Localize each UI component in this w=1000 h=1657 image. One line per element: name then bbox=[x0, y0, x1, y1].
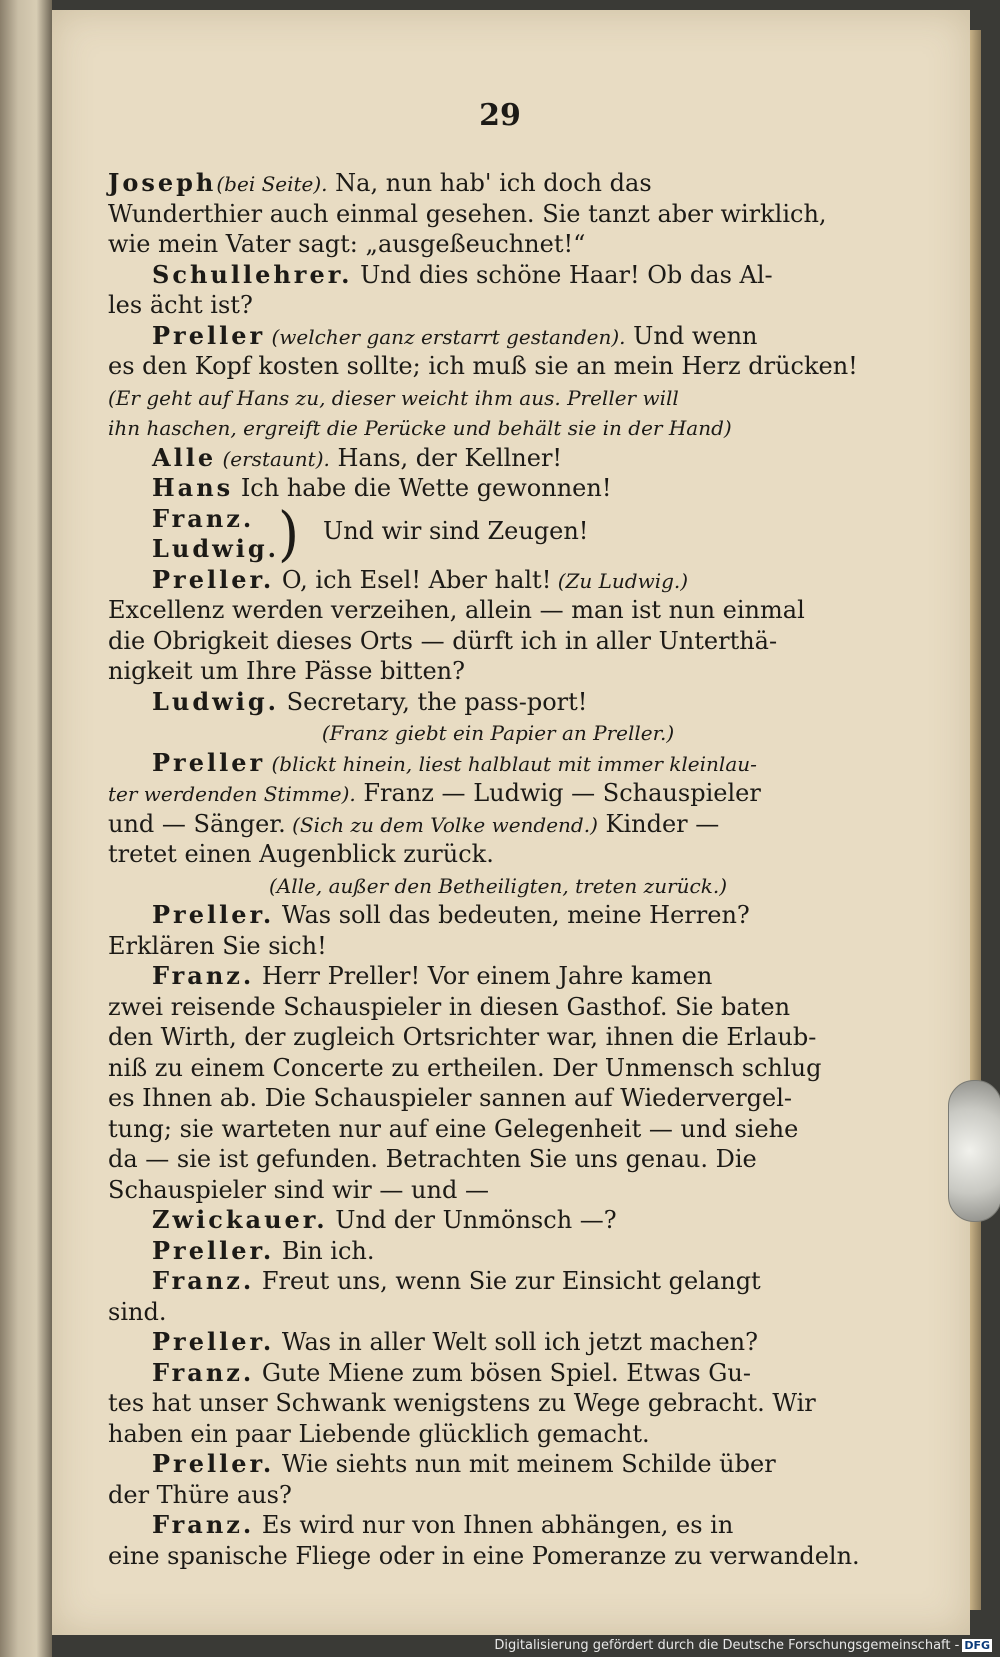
speaker-name: Preller. bbox=[152, 1235, 275, 1265]
text-line bbox=[108, 717, 888, 748]
bracket-line-text: Und wir sind Zeugen! bbox=[323, 516, 589, 545]
dialogue-text: nigkeit um Ihre Pässe bitten? bbox=[108, 657, 465, 685]
stage-direction: (Franz giebt ein Papier an Preller.) bbox=[321, 721, 675, 745]
speaker-name: Franz. bbox=[152, 1357, 255, 1387]
text-line bbox=[108, 778, 888, 809]
text-line bbox=[108, 748, 888, 779]
stage-direction: (bei Seite). bbox=[216, 172, 328, 196]
dialogue-text: Was in aller Welt soll ich jetzt machen? bbox=[274, 1328, 758, 1356]
text-line bbox=[108, 260, 888, 291]
text-line bbox=[108, 443, 888, 474]
text-line bbox=[108, 1114, 888, 1145]
dialogue-text: Herr Preller! Vor einem Jahre kamen bbox=[254, 962, 713, 990]
text-line bbox=[108, 168, 888, 199]
stage-direction: ter werdenden Stimme). bbox=[108, 782, 356, 806]
speaker-name: Franz. bbox=[152, 961, 255, 990]
dialogue-text: Und dies schöne Haar! Ob das Al- bbox=[352, 260, 773, 289]
dialogue-text: Hans, der Kellner! bbox=[329, 443, 563, 472]
dialogue-text: les ächt ist? bbox=[108, 291, 253, 319]
text-line bbox=[108, 229, 888, 260]
dialogue-text: tes hat unser Schwank wenigstens zu Wege gebracht. Wir bbox=[108, 1389, 816, 1417]
speaker-name: Franz. bbox=[152, 1266, 255, 1295]
dialogue-text: Excellenz werden verzeihen, allein — man ist nun einmal bbox=[108, 596, 805, 624]
dialogue-text: die Obrigkeit dieses Orts — dürft ich in aller Unterthä- bbox=[108, 626, 778, 655]
text-line bbox=[108, 1510, 888, 1541]
text-line bbox=[108, 1205, 888, 1236]
stage-direction: (Alle, außer den Betheiligten, treten zurück.) bbox=[268, 873, 728, 898]
dialogue-text: da — sie ist gefunden. Betrachten Sie uns genau. Die bbox=[108, 1145, 757, 1173]
bracket-speakers bbox=[108, 498, 888, 568]
text-line bbox=[108, 1480, 888, 1511]
speaker-name: Franz. bbox=[152, 503, 255, 533]
page-text bbox=[108, 168, 888, 1571]
speaker-name: Schullehrer. bbox=[152, 259, 353, 289]
dialogue-text: tretet einen Augenblick zurück. bbox=[108, 840, 494, 868]
dialogue-text: Gute Miene zum bösen Spiel. Etwas Gu- bbox=[254, 1358, 751, 1387]
dfg-logo: DFG bbox=[964, 1639, 990, 1652]
bracket-names bbox=[152, 504, 279, 565]
text-line bbox=[108, 1327, 888, 1358]
dialogue-text: Was soll das bedeuten, meine Herren? bbox=[274, 901, 750, 929]
left-page-edge bbox=[0, 0, 52, 1657]
text-line bbox=[108, 1419, 888, 1450]
page-clip bbox=[948, 1080, 1000, 1222]
text-line bbox=[108, 1388, 888, 1419]
text-line bbox=[108, 290, 888, 321]
text-line bbox=[108, 809, 888, 840]
speaker-name: Joseph bbox=[108, 168, 217, 197]
text-line bbox=[108, 687, 888, 718]
speaker-name: Hans bbox=[152, 473, 234, 502]
text-line bbox=[108, 351, 888, 382]
speaker-name: Preller. bbox=[152, 900, 275, 929]
stage-direction: (blickt hinein, liest halblaut mit immer kleinlau- bbox=[265, 751, 757, 776]
text-line bbox=[108, 1541, 888, 1572]
speaker-name: Franz. bbox=[152, 1510, 255, 1539]
dialogue-text: Wunderthier auch einmal gesehen. Sie tanzt aber wirklich, bbox=[108, 199, 827, 228]
dialogue-text: eine spanische Fliege oder in eine Pomeranze zu verwandeln. bbox=[108, 1541, 860, 1570]
text-line bbox=[108, 1358, 888, 1389]
footer-text: Digitalisierung gefördert durch die Deutsche Forschungsgemeinschaft - bbox=[494, 1638, 960, 1653]
dialogue-text: O, ich Esel! Aber halt! bbox=[274, 565, 552, 594]
speaker-name: Preller. bbox=[152, 564, 275, 594]
dialogue-text: Es wird nur von Ihnen abhängen, es in bbox=[254, 1511, 734, 1539]
speaker-name: Preller bbox=[152, 747, 266, 777]
speaker-name: Preller bbox=[152, 320, 266, 350]
page-number: 29 bbox=[479, 98, 521, 133]
text-line bbox=[108, 473, 888, 504]
text-line bbox=[108, 1175, 888, 1206]
speaker-name: Ludwig. bbox=[152, 534, 280, 563]
dialogue-text: tung; sie warteten nur auf eine Gelegenheit — und siehe bbox=[108, 1114, 799, 1143]
text-line bbox=[108, 1297, 888, 1328]
dialogue-text: es Ihnen ab. Die Schauspieler sannen auf Wiedervergel- bbox=[108, 1084, 793, 1112]
stage-direction: ihn haschen, ergreift die Perücke und behält sie in der Hand) bbox=[108, 416, 732, 440]
dialogue-text: Ich habe die Wette gewonnen! bbox=[233, 474, 612, 502]
text-line bbox=[108, 382, 888, 413]
text-line bbox=[108, 199, 888, 230]
text-line bbox=[108, 656, 888, 687]
dialogue-text: Wie siehts nun mit meinem Schilde über bbox=[274, 1450, 776, 1478]
stage-direction: (Zu Ludwig.) bbox=[551, 568, 689, 593]
stage-direction: (erstaunt). bbox=[216, 446, 330, 471]
text-line bbox=[108, 992, 888, 1023]
text-line bbox=[108, 900, 888, 931]
dialogue-text: haben ein paar Liebende glücklich gemacht. bbox=[108, 1419, 650, 1448]
text-line bbox=[108, 565, 888, 596]
text-line bbox=[108, 1022, 888, 1053]
text-line bbox=[108, 1266, 888, 1297]
speaker-name: Preller. bbox=[152, 1327, 275, 1356]
dialogue-text: Franz — Ludwig — Schauspieler bbox=[355, 779, 761, 807]
text-line bbox=[108, 870, 888, 901]
text-block-2 bbox=[108, 565, 888, 1572]
text-line bbox=[108, 1144, 888, 1175]
text-line bbox=[108, 1083, 888, 1114]
dialogue-text: niß zu einem Concerte zu ertheilen. Der Unmensch schlug bbox=[108, 1053, 822, 1082]
dialogue-text: der Thüre aus? bbox=[108, 1480, 292, 1509]
dialogue-text: sind. bbox=[108, 1297, 167, 1326]
dialogue-text: und — Sänger. bbox=[108, 809, 286, 838]
dialogue-text: Und wenn bbox=[625, 321, 758, 350]
stage-direction: (Sich zu dem Volke wendend.) bbox=[285, 812, 598, 837]
text-line bbox=[108, 1053, 888, 1084]
dialogue-text: Secretary, the pass-port! bbox=[279, 687, 588, 716]
dialogue-text: Erklären Sie sich! bbox=[108, 931, 327, 960]
speaker-name: Zwickauer. bbox=[152, 1205, 328, 1234]
dialogue-text: wie mein Vater sagt: „ausgeßeuchnet!“ bbox=[108, 230, 586, 258]
dialogue-text: zwei reisende Schauspieler in diesen Gasthof. Sie baten bbox=[108, 992, 791, 1021]
footer-credit bbox=[494, 1638, 992, 1653]
text-line bbox=[108, 839, 888, 870]
speaker-name: Alle bbox=[152, 442, 217, 472]
dialogue-text: Freut uns, wenn Sie zur Einsicht gelangt bbox=[254, 1267, 761, 1295]
dialogue-text: es den Kopf kosten sollte; ich muß sie an mein Herz drücken! bbox=[108, 352, 858, 380]
dialogue-text: den Wirth, der zugleich Ortsrichter war, ihnen die Erlaub- bbox=[108, 1023, 817, 1051]
dialogue-text: Bin ich. bbox=[274, 1236, 375, 1265]
stage-direction: (welcher ganz erstarrt gestanden). bbox=[265, 324, 626, 349]
text-line bbox=[108, 412, 888, 443]
speaker-name: Ludwig. bbox=[152, 686, 280, 716]
brace: ) bbox=[278, 498, 300, 568]
stage-direction: (Er geht auf Hans zu, dieser weicht ihm aus. Preller will bbox=[108, 385, 679, 410]
dialogue-text: Schauspieler sind wir — und — bbox=[108, 1175, 489, 1204]
text-line bbox=[108, 626, 888, 657]
text-line bbox=[108, 931, 888, 962]
text-line bbox=[108, 321, 888, 352]
text-line bbox=[108, 1449, 888, 1480]
text-block-1 bbox=[108, 168, 888, 504]
dialogue-text: Und der Unmönsch —? bbox=[327, 1206, 617, 1234]
speaker-name: Preller. bbox=[152, 1449, 275, 1478]
dialogue-text: Na, nun hab' ich doch das bbox=[327, 169, 652, 197]
text-line bbox=[108, 961, 888, 992]
dialogue-text: Kinder — bbox=[597, 809, 720, 838]
text-line bbox=[108, 595, 888, 626]
text-line bbox=[108, 1236, 888, 1267]
